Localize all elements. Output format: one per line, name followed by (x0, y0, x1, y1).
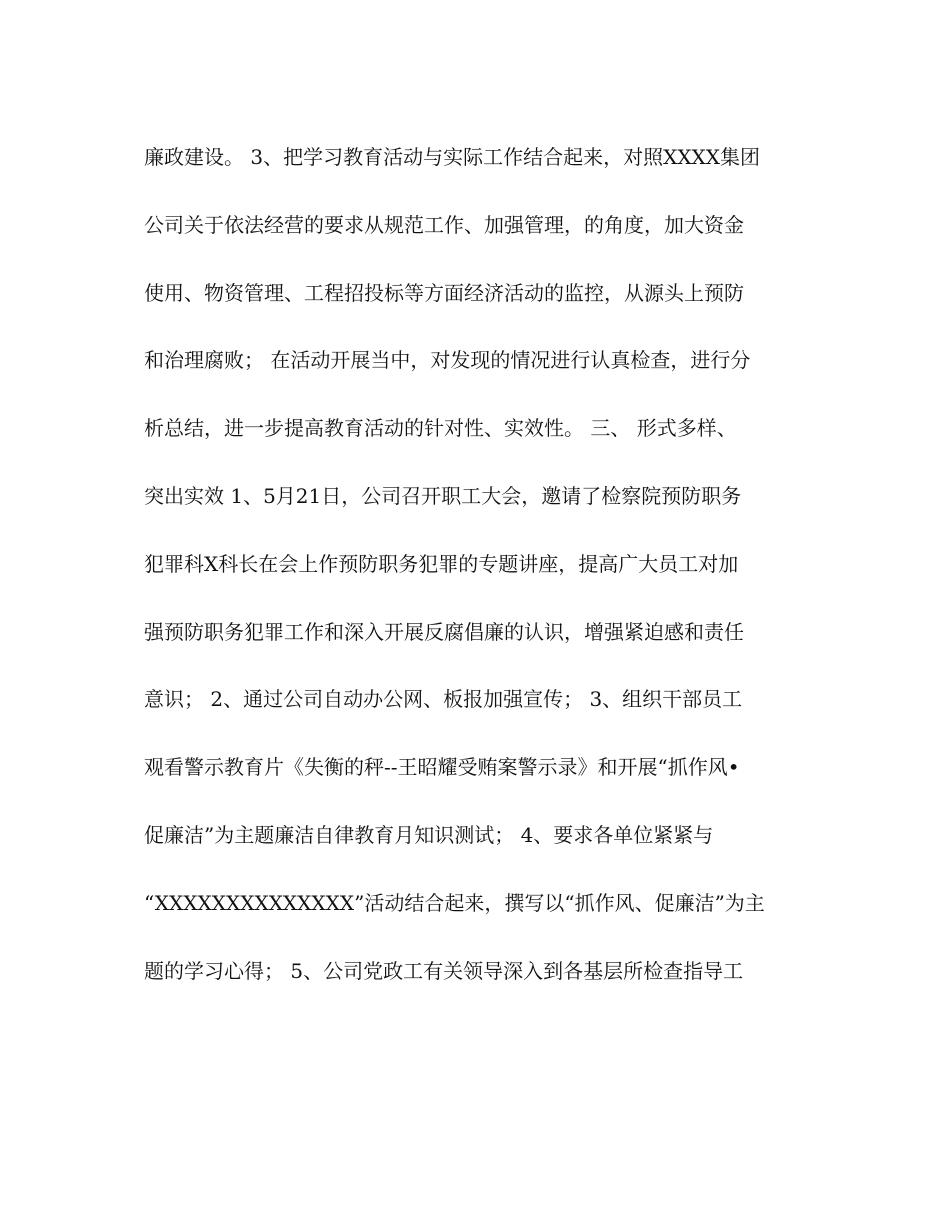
text-line: 析总结，进一步提高教育活动的针对性、实效性。 三、 形式多样、 (144, 416, 737, 441)
text-line: 突出实效 1、5月21日，公司召开职工大会，邀请了检察院预防职务 (144, 483, 742, 508)
text-line: 意识； 2、通过公司自动办公网、板报加强宣传； 3、组织干部员工 (144, 687, 743, 712)
text-line: “XXXXXXXXXXXXXX”活动结合起来，撰写以“抓作风、促廉洁”为主 (144, 890, 765, 915)
text-line: 题的学习心得； 5、公司党政工有关领导深入到各基层所检查指导工 (144, 958, 744, 983)
body-text (144, 138, 844, 1019)
text-line: 使用、物资管理、工程招投标等方面经济活动的监控，从源头上预防 (144, 280, 744, 305)
text-line: 促廉洁”为主题廉洁自律教育月知识测试； 4、要求各单位紧紧与 (144, 822, 714, 847)
text-line: 公司关于依法经营的要求从规范工作、加强管理，的角度，加大资金 (144, 212, 744, 237)
text-line: 廉政建设。 3、把学习教育活动与实际工作结合起来，对照XXXX集团 (144, 145, 761, 169)
text-line: 犯罪科X科长在会上作预防职务犯罪的专题讲座，提高广大员工对加 (144, 551, 739, 576)
text-line: 强预防职务犯罪工作和深入开展反腐倡廉的认识，增强紧迫感和责任 (144, 619, 744, 644)
text-line: 和治理腐败； 在活动开展当中，对发现的情况进行认真检查，进行分 (144, 348, 751, 373)
text-line: 观看警示教育片《失衡的秤--王昭耀受贿案警示录》和开展“抓作风• (144, 755, 740, 780)
